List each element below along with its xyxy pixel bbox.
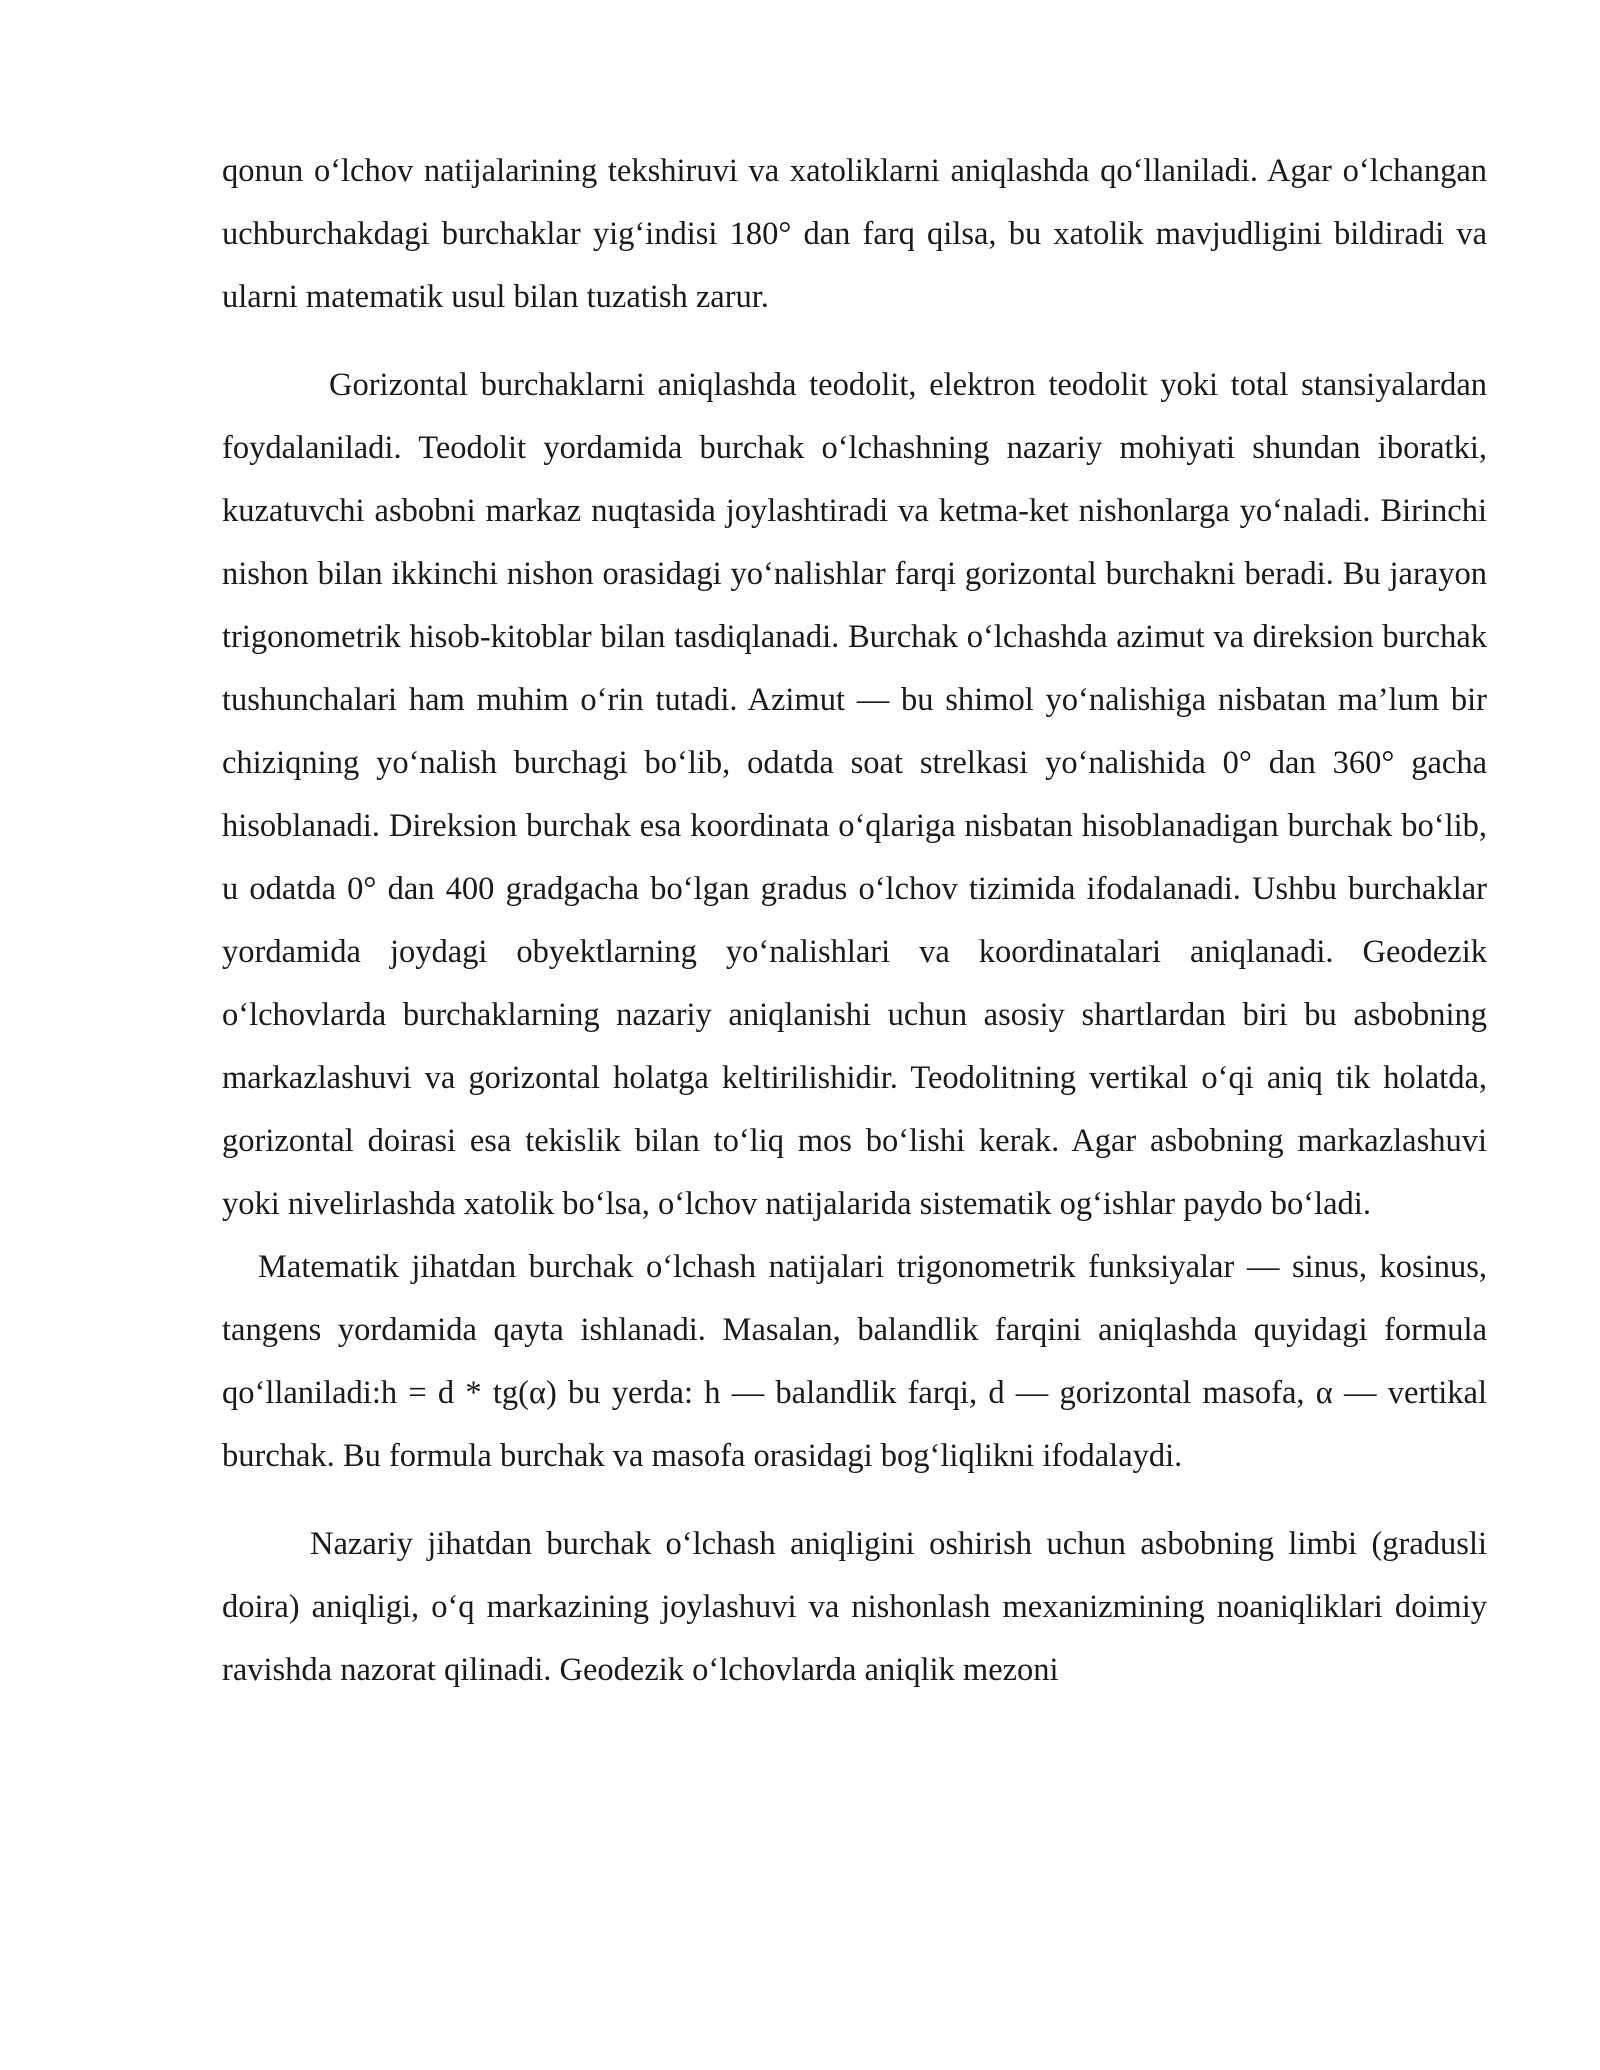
- paragraph-4: Nazariy jihatdan burchak o‘lchash aniqligini oshirish uchun asbobning limbi (gradusli doira) aniqligi, o‘q markazining joylashuvi va nishonlash mexanizmining noaniqliklari doimiy ravishda nazorat qilinadi. Geodezik o‘lchovlarda aniqlik mezoni: [222, 1526, 1487, 1688]
- document-body: [222, 140, 1487, 1702]
- paragraph-2: Gorizontal burchaklarni aniqlashda teodolit, elektron teodolit yoki total stansiyalardan foydalaniladi. Teodolit yordamida burchak o‘lchashning nazariy mohiyati shundan iboratki, kuzatuvchi asbobni markaz nuqtasida joylashtiradi va ketma-ket nishonlarga yo‘naladi. Birinchi nishon bilan ikkinchi nishon orasidagi yo‘nalishlar farqi gorizontal burchakni beradi. Bu jarayon trigonometrik hisob-kitoblar bilan tasdiqlanadi. Burchak o‘lchashda azimut va direksion burchak tushunchalari ham muhim o‘rin tutadi. Azimut — bu shimol yo‘nalishiga nisbatan ma’lum bir chiziqning yo‘nalish burchagi bo‘lib, odatda soat strelkasi yo‘nalishida 0° dan 360° gacha hisoblanadi. Direksion burchak esa koordinata o‘qlariga nisbatan hisoblanadigan burchak bo‘lib, u odatda 0° dan 400 gradgacha bo‘lgan gradus o‘lchov tizimida ifodalanadi. Ushbu burchaklar yordamida joydagi obyektlarning yo‘nalishlari va koordinatalari aniqlanadi. Geodezik o‘lchovlarda burchaklarning nazariy aniqlanishi uchun asosiy shartlardan biri bu asbobning markazlashuvi va gorizontal holatga keltirilishidir. Teodolitning vertikal o‘qi aniq tik holatda, gorizontal doirasi esa tekislik bilan to‘liq mos bo‘lishi kerak. Agar asbobning markazlashuvi yoki nivelirlashda xatolik bo‘lsa, o‘lchov natijalarida sistematik og‘ishlar paydo bo‘ladi.: [222, 367, 1487, 1222]
- paragraph-3: Matematik jihatdan burchak o‘lchash natijalari trigonometrik funksiyalar — sinus, kosinus, tangens yordamida qayta ishlanadi. Masalan, balandlik farqini aniqlashda quyidagi formula qo‘llaniladi:h = d * tg(α) bu yerda: h — balandlik farqi, d — gorizontal masofa, α — vertikal burchak. Bu formula burchak va masofa orasidagi bog‘liqlikni ifodalaydi.: [222, 1249, 1487, 1474]
- paragraph-1: qonun o‘lchov natijalarining tekshiruvi va xatoliklarni aniqlashda qo‘llaniladi. Agar o‘lchangan uchburchakdagi burchaklar yig‘indisi 180° dan farq qilsa, bu xatolik mavjudligini bildiradi va ularni matematik usul bilan tuzatish zarur.: [222, 153, 1487, 315]
